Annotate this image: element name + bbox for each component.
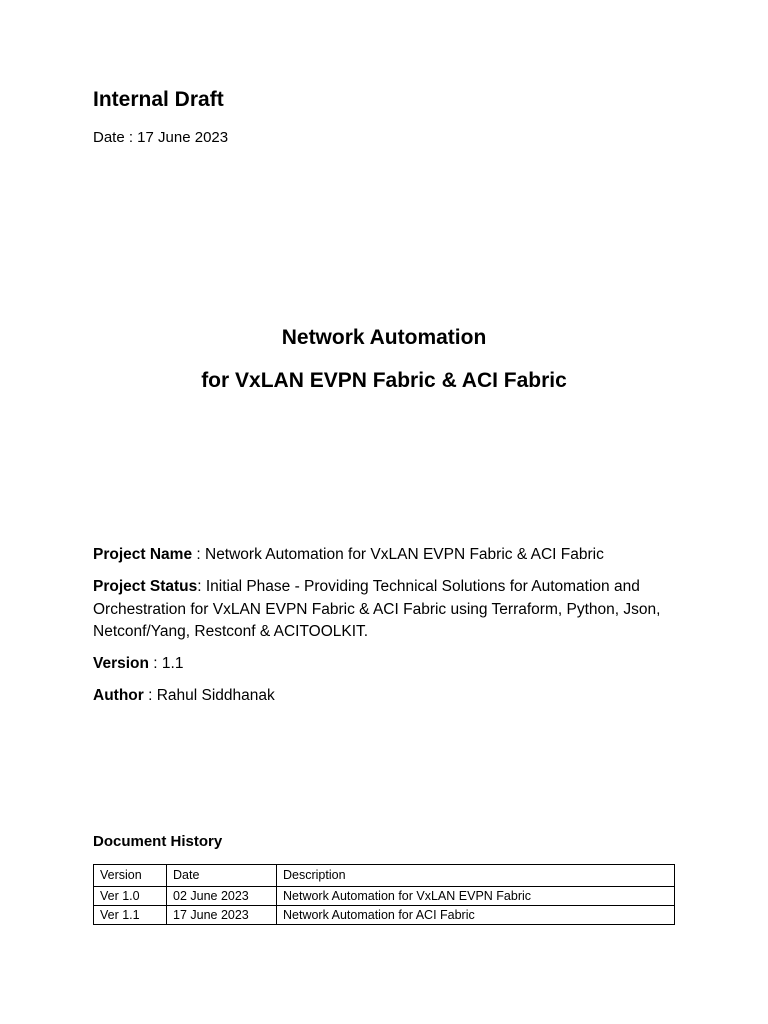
project-name [93,544,683,567]
table-header-row [94,865,675,887]
version-label: Version [93,655,149,672]
table-row [94,906,675,925]
cell-date: 02 June 2023 [167,887,277,906]
author-label: Author [93,687,144,704]
column-header-description: Description [277,865,675,887]
column-header-date: Date [167,865,277,887]
project-name-label: Project Name [93,546,193,563]
cell-date: 17 June 2023 [167,906,277,925]
project-author [93,685,683,708]
author-value: : Rahul Siddhanak [143,687,275,704]
draft-title: Internal Draft [93,88,224,111]
project-name-value: : Network Automation for VxLAN EVPN Fabric & ACI Fabric [192,546,604,563]
cell-version: Ver 1.1 [94,906,167,925]
project-version [93,653,683,676]
cell-description: Network Automation for ACI Fabric [277,906,675,925]
main-title-line-2: for VxLAN EVPN Fabric & ACI Fabric [201,369,567,392]
project-status-label: Project Status [93,578,198,595]
main-title-line-1: Network Automation [281,326,487,349]
draft-date: Date : 17 June 2023 [93,129,229,146]
table-row [94,887,675,906]
document-history-heading: Document History [93,833,223,850]
version-value: : 1.1 [149,655,184,672]
column-header-version: Version [94,865,167,887]
project-status [93,576,683,644]
document-history-table [93,864,675,925]
cell-description: Network Automation for VxLAN EVPN Fabric [277,887,675,906]
project-status-value: : Initial Phase - Providing Technical Solutions for Automation and Orchestration for VxLAN EVPN Fabric & ACI Fabric using Terraform, Python, Json, Netconf/Yang, Restconf & ACITOOLKIT. [93,578,661,640]
cell-version: Ver 1.0 [94,887,167,906]
